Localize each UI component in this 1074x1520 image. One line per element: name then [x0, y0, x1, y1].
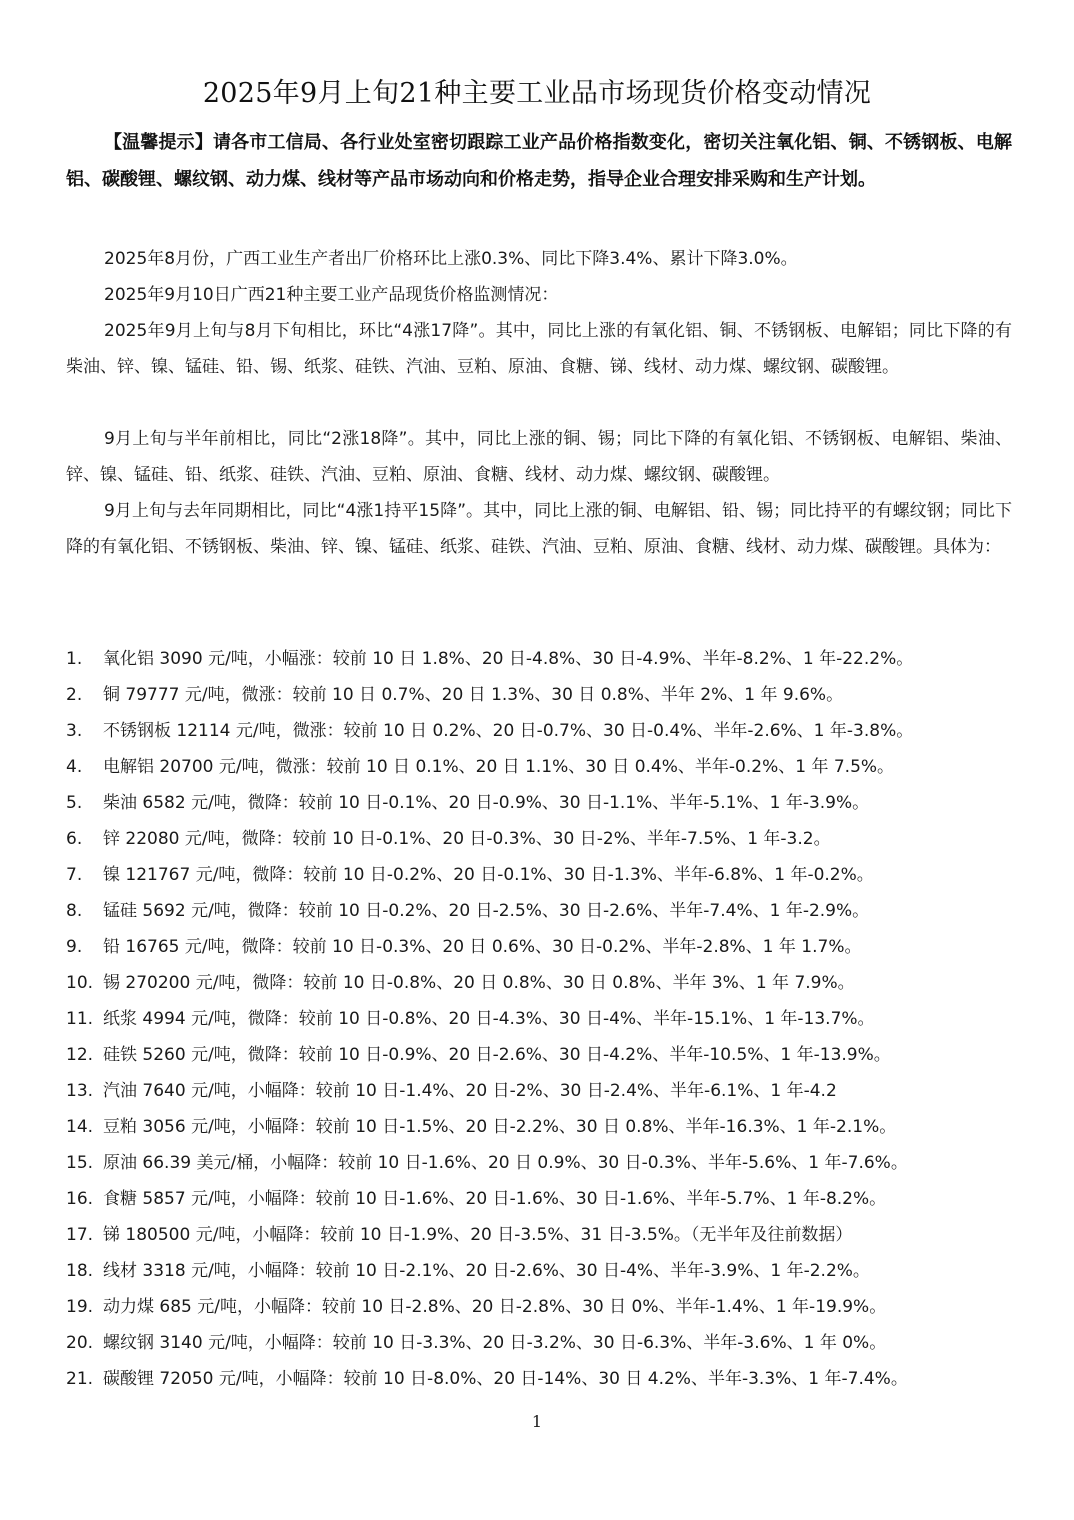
- list-item-text: 铜 79777 元/吨，微涨：较前 10 日 0.7%、20 日 1.3%、30 日 0.8%、半年 2%、1 年 9.6%。: [103, 685, 844, 705]
- list-item-number: 1.: [66, 649, 83, 669]
- list-item-text: 食糖 5857 元/吨，小幅降：较前 10 日-1.6%、20 日-1.6%、30 日-1.6%、半年-5.7%、1 年-8.2%。: [103, 1189, 887, 1209]
- list-item: [66, 857, 1026, 893]
- list-item-text: 锰硅 5692 元/吨，微降：较前 10 日-0.2%、20 日-2.5%、30 日-2.6%、半年-7.4%、1 年-2.9%。: [103, 901, 870, 921]
- list-item: [66, 1217, 1026, 1253]
- list-item: [66, 641, 1026, 677]
- list-item-number: 2.: [66, 685, 83, 705]
- list-item: [66, 713, 1026, 749]
- list-item: [66, 785, 1026, 821]
- list-item: [66, 1145, 1026, 1181]
- list-item: [66, 1037, 1026, 1073]
- list-item: [66, 1361, 1026, 1397]
- list-item: [66, 1181, 1026, 1217]
- list-item-text: 氧化铝 3090 元/吨，小幅涨：较前 10 日 1.8%、20 日-4.8%、30 日-4.9%、半年-8.2%、1 年-22.2%。: [103, 649, 914, 669]
- paragraph-ppi-summary: 2025年8月份，广西工业生产者出厂价格环比上涨0.3%、同比下降3.4%、累计下降3.0%。: [104, 249, 798, 269]
- list-item-text: 铅 16765 元/吨，微降：较前 10 日-0.3%、20 日 0.6%、30 日-0.2%、半年-2.8%、1 年 1.7%。: [103, 937, 862, 957]
- price-item-list: [66, 641, 1026, 1397]
- list-item-text: 硅铁 5260 元/吨，微降：较前 10 日-0.9%、20 日-2.6%、30 日-4.2%、半年-10.5%、1 年-13.9%。: [103, 1045, 891, 1065]
- list-item-number: 14.: [66, 1117, 94, 1137]
- document-title: 2025年9月上旬21种主要工业品市场现货价格变动情况: [202, 78, 872, 109]
- list-item-text: 柴油 6582 元/吨，微降：较前 10 日-0.1%、20 日-0.9%、30 日-1.1%、半年-5.1%、1 年-3.9%。: [103, 793, 870, 813]
- list-item-text: 锡 270200 元/吨，微降：较前 10 日-0.8%、20 日 0.8%、30 日 0.8%、半年 3%、1 年 7.9%。: [103, 973, 855, 993]
- page-number: 1: [531, 1412, 543, 1431]
- list-item-text: 电解铝 20700 元/吨，微涨：较前 10 日 0.1%、20 日 1.1%、30 日 0.4%、半年-0.2%、1 年 7.5%。: [103, 757, 895, 777]
- list-item-text: 原油 66.39 美元/桶，小幅降：较前 10 日-1.6%、20 日 0.9%、30 日-0.3%、半年-5.6%、1 年-7.6%。: [103, 1153, 908, 1173]
- list-item-text: 碳酸锂 72050 元/吨，小幅降：较前 10 日-8.0%、20 日-14%、30 日 4.2%、半年-3.3%、1 年-7.4%。: [103, 1369, 908, 1389]
- list-item-number: 6.: [66, 829, 83, 849]
- list-item-number: 19.: [66, 1297, 94, 1317]
- list-item-number: 20.: [66, 1333, 94, 1353]
- paragraph-half-year: 9月上旬与半年前相比，同比“2涨18降”。其中，同比上涨的铜、锡；同比下降的有氧化铝、不锈钢板、电解铝、柴油、锌、镍、锰硅、铅、纸浆、硅铁、汽油、豆粕、原油、食糖、线材、动力煤、螺纹钢、碳酸锂。: [66, 429, 1012, 485]
- list-item-text: 不锈钢板 12114 元/吨，微涨：较前 10 日 0.2%、20 日-0.7%、30 日-0.4%、半年-2.6%、1 年-3.8%。: [103, 721, 914, 741]
- paragraph-year-on-year: 9月上旬与去年同期相比，同比“4涨1持平15降”。其中，同比上涨的铜、电解铝、铅、锡；同比持平的有螺纹钢；同比下降的有氧化铝、不锈钢板、柴油、锌、镍、锰硅、纸浆、硅铁、汽油、豆粕、原油、食糖、线材、动力煤、碳酸锂。具体为：: [66, 501, 1012, 557]
- list-item-number: 10.: [66, 973, 94, 993]
- list-item: [66, 1073, 1026, 1109]
- paragraph-month-on-month: 2025年9月上旬与8月下旬相比，环比“4涨17降”。其中，同比上涨的有氧化铝、铜、不锈钢板、电解铝；同比下降的有柴油、锌、镍、锰硅、铅、锡、纸浆、硅铁、汽油、豆粕、原油、食糖、锑、线材、动力煤、螺纹钢、碳酸锂。: [66, 321, 1012, 377]
- list-item: [66, 821, 1026, 857]
- list-item-text: 线材 3318 元/吨，小幅降：较前 10 日-2.1%、20 日-2.6%、30 日-4%、半年-3.9%、1 年-2.2%。: [103, 1261, 870, 1281]
- list-item-number: 18.: [66, 1261, 94, 1281]
- list-item-number: 21.: [66, 1369, 94, 1389]
- list-item: [66, 893, 1026, 929]
- list-item-number: 3.: [66, 721, 83, 741]
- list-item: [66, 1289, 1026, 1325]
- list-item-text: 汽油 7640 元/吨，小幅降：较前 10 日-1.4%、20 日-2%、30 日-2.4%、半年-6.1%、1 年-4.2: [103, 1081, 837, 1101]
- list-item-text: 纸浆 4994 元/吨，微降：较前 10 日-0.8%、20 日-4.3%、30 日-4%、半年-15.1%、1 年-13.7%。: [103, 1009, 875, 1029]
- list-item: [66, 1253, 1026, 1289]
- list-item-number: 16.: [66, 1189, 94, 1209]
- list-item-number: 5.: [66, 793, 83, 813]
- list-item-text: 豆粕 3056 元/吨，小幅降：较前 10 日-1.5%、20 日-2.2%、30 日 0.8%、半年-16.3%、1 年-2.1%。: [103, 1117, 897, 1137]
- list-item: [66, 929, 1026, 965]
- list-item: [66, 1001, 1026, 1037]
- notice-tip: 【温馨提示】请各市工信局、各行业处室密切跟踪工业产品价格指数变化，密切关注氧化铝、铜、不锈钢板、电解铝、碳酸锂、螺纹钢、动力煤、线材等产品市场动向和价格走势，指导企业合理安排采购和生产计划。: [66, 132, 1012, 190]
- list-item-text: 动力煤 685 元/吨，小幅降：较前 10 日-2.8%、20 日-2.8%、30 日 0%、半年-1.4%、1 年-19.9%。: [103, 1297, 887, 1317]
- list-item-number: 12.: [66, 1045, 94, 1065]
- paragraph-monitoring-intro: 2025年9月10日广西21种主要工业产品现货价格监测情况：: [104, 285, 559, 305]
- list-item-number: 13.: [66, 1081, 94, 1101]
- list-item: [66, 749, 1026, 785]
- list-item-text: 镍 121767 元/吨，微降：较前 10 日-0.2%、20 日-0.1%、30 日-1.3%、半年-6.8%、1 年-0.2%。: [103, 865, 874, 885]
- list-item: [66, 1109, 1026, 1145]
- list-item: [66, 677, 1026, 713]
- list-item-number: 9.: [66, 937, 83, 957]
- list-item-number: 15.: [66, 1153, 94, 1173]
- list-item-number: 17.: [66, 1225, 94, 1245]
- list-item: [66, 965, 1026, 1001]
- list-item-text: 螺纹钢 3140 元/吨，小幅降：较前 10 日-3.3%、20 日-3.2%、30 日-6.3%、半年-3.6%、1 年 0%。: [103, 1333, 887, 1353]
- list-item-number: 8.: [66, 901, 83, 921]
- list-item-text: 锑 180500 元/吨，小幅降：较前 10 日-1.9%、20 日-3.5%、31 日-3.5%。（无半年及往前数据）: [103, 1225, 853, 1245]
- list-item-number: 4.: [66, 757, 83, 777]
- list-item-number: 7.: [66, 865, 83, 885]
- list-item-text: 锌 22080 元/吨，微降：较前 10 日-0.1%、20 日-0.3%、30 日-2%、半年-7.5%、1 年-3.2。: [103, 829, 831, 849]
- list-item-number: 11.: [66, 1009, 94, 1029]
- list-item: [66, 1325, 1026, 1361]
